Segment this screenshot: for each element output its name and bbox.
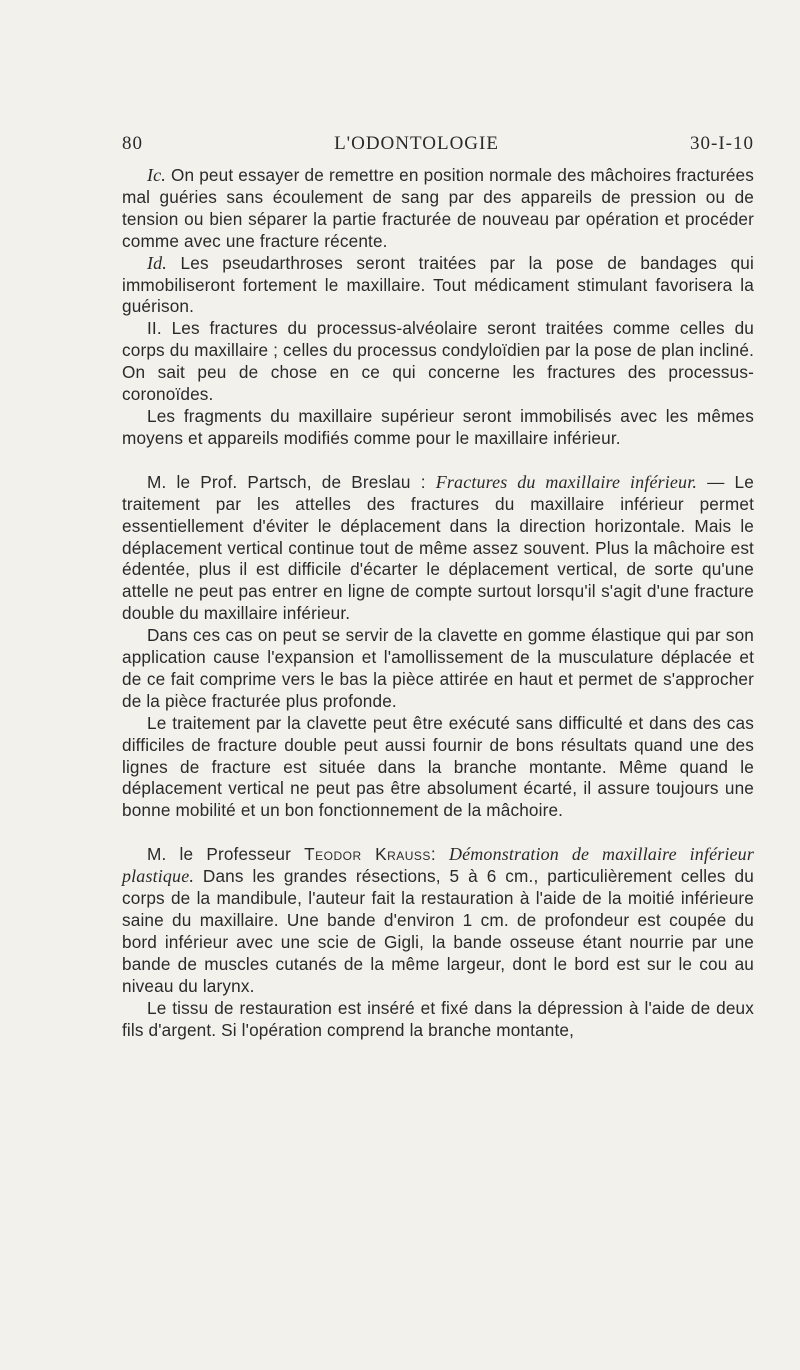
paragraph-maxillaire-superieur: Les fragments du maxillaire supérieur seront immobilisés avec les mêmes moyens et appareils modifiés comme pour le maxillaire inférieur.	[122, 405, 754, 448]
paragraph-clavette: Dans ces cas on peut se servir de la clavette en gomme élastique qui par son application cause l'expansion et l'amollissement de la musculature déplacée et de ce fait comprime vers le bas la pièce attirée en haut et permet de s'approcher de la pièce fracturée plus profonde.	[122, 625, 754, 711]
paragraph-ii: II. Les fractures du processus-alvéolaire seront traitées comme celles du corps du maxillaire ; celles du processus condyloïdien par la pose de plan incliné. On sait peu de chose en ce qui concerne les fractures des processus-coronoïdes.	[122, 318, 754, 405]
page-number: 80	[122, 133, 143, 154]
author: Teodor Krauss	[304, 844, 431, 865]
paragraph-tissu: Le tissu de restauration est inséré et fixé dans la dépression à l'aide de deux fils d'argent. Si l'opération comprend la branche montante,	[122, 997, 754, 1040]
section-marker: Id.	[147, 252, 167, 273]
body-text	[122, 165, 754, 1041]
section-marker: Ic.	[147, 165, 166, 185]
paragraph-partsch: M. le Prof. Partsch, de Breslau : Fractures du maxillaire inférieur. — Le traitement par les attelles des fractures du maxillaire inférieur permet essentiellement d'éviter le déplacement dans la direction horizontale. Mais le déplacement vertical continue tout de même assez souvent. Plus la mâchoire est édentée, plus il est difficile d'écarter le déplacement vertical, de sorte qu'une attelle ne peut pas entrer en ligne de compte surtout lorsqu'il s'agit d'une fracture double du maxillaire inférieur.	[122, 471, 754, 624]
paragraph-id: Id. Les pseudarthroses seront traitées par la pose de bandages qui immobiliseront fortement le maxillaire. Tout médicament stimulant favorisera la guérison.	[122, 252, 754, 317]
paragraph-ic: Ic. On peut essayer de remettre en position normale des mâchoires fracturées mal guéries sans écoulement de sang par des appareils de pression ou de tension ou bien séparer la partie fracturée de nouveau par opération et procéder comme avec une fracture récente.	[122, 165, 754, 251]
paragraph-traitement: Le traitement par la clavette peut être exécuté sans difficulté et dans des cas difficiles de fracture double peut aussi fournir de bons résultats quand une des lignes de fracture est située dans la branche montante. Même quand le déplacement vertical ne peut pas être absolument écarté, il assure toujours une bonne mobilité et un bon fonctionnement de la mâchoire.	[122, 712, 754, 821]
article-title: Fractures du maxillaire inférieur.	[435, 471, 698, 492]
issue-date: 30-I-10	[690, 133, 754, 154]
article-title: Démonstration de maxillaire inférieur plastique.	[122, 844, 754, 887]
journal-title: L'ODONTOLOGIE	[334, 133, 499, 154]
paragraph-krauss: M. le Professeur Teodor Krauss: Démonstration de maxillaire inférieur plastique. Dans les grandes résections, 5 à 6 cm., particulièrement celles du corps de la mandibule, l'auteur fait la restauration à l'aide de la moitié inférieure saine du maxillaire. Une bande d'environ 1 cm. de profondeur est coupée du bord inférieur avec une scie de Gigli, la bande osseuse étant nourrie par une bande de muscles cutanés de la même largeur, dont le bord est sur le cou au niveau du larynx.	[122, 844, 754, 996]
running-header	[122, 133, 754, 155]
author: M. le Prof. Partsch, de Breslau :	[147, 471, 426, 492]
